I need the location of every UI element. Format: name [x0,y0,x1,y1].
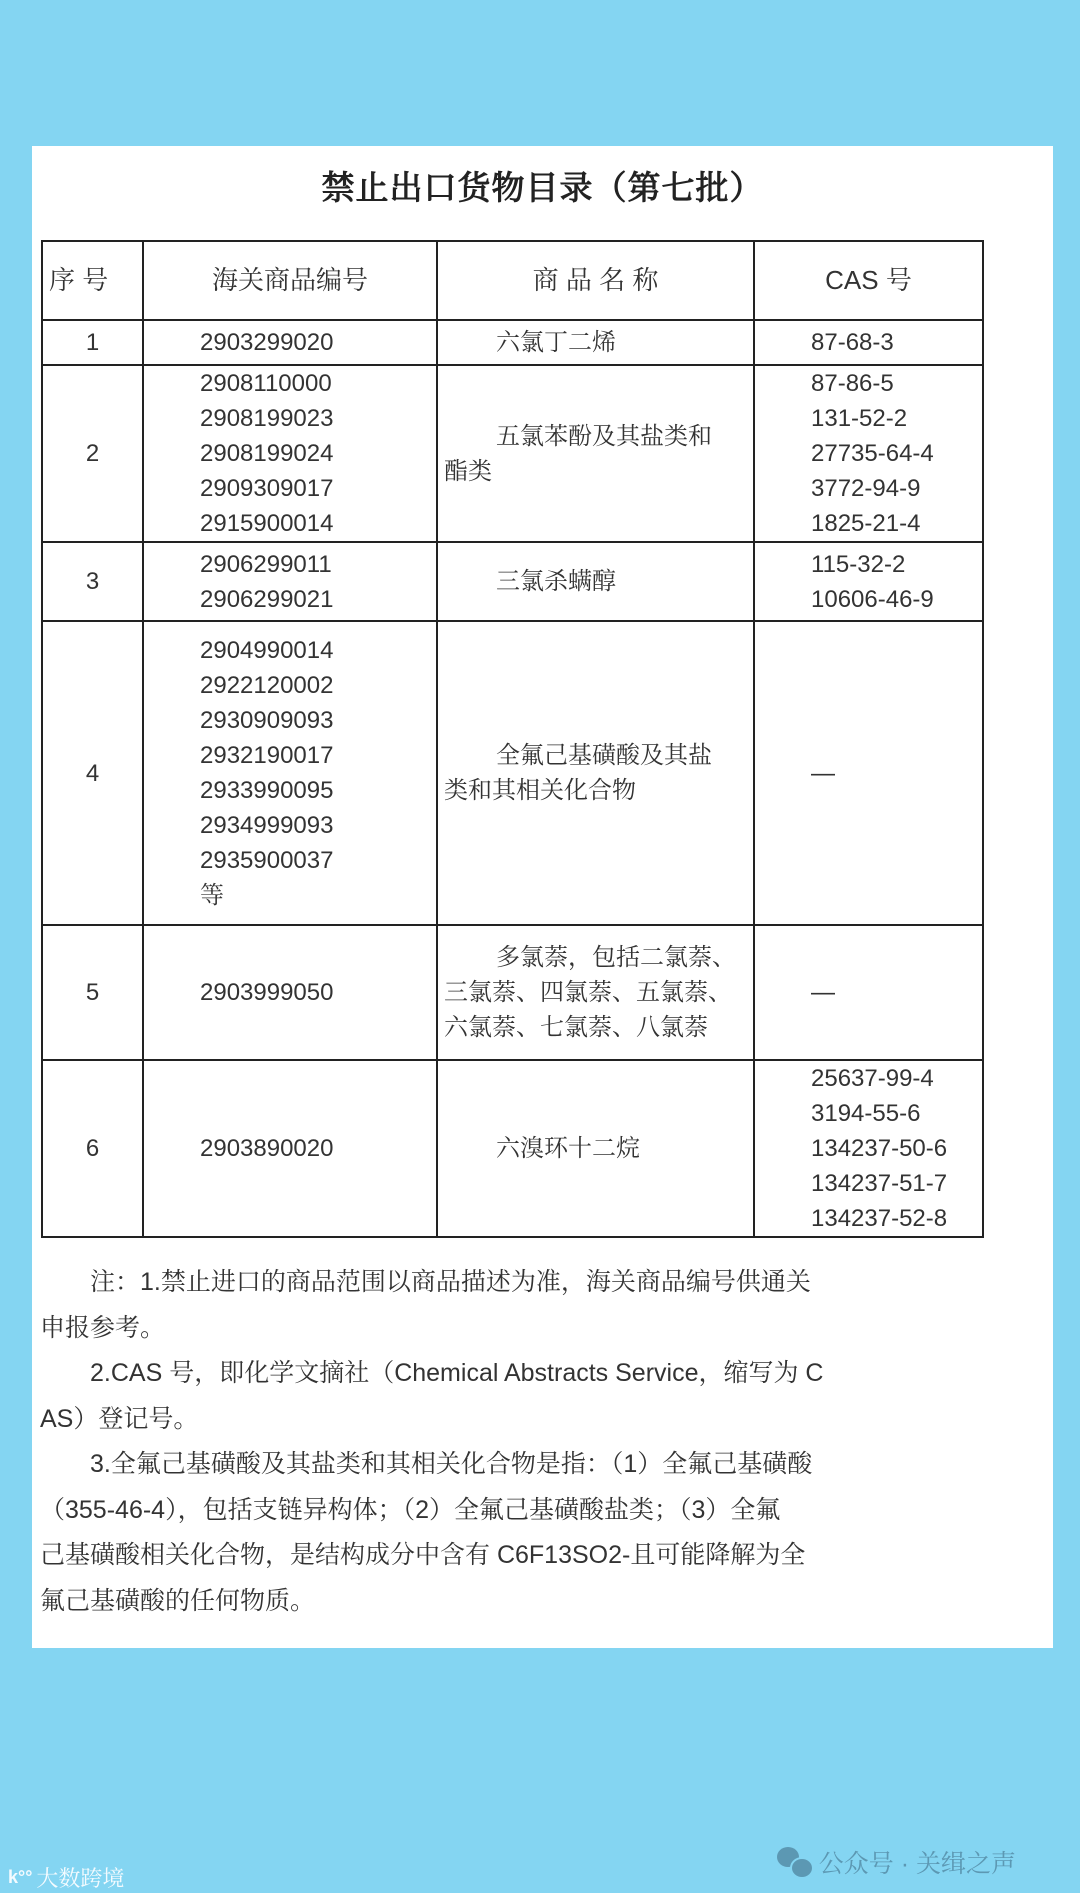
cas-line: 25637-99-4 [811,1065,934,1092]
row-number [42,542,143,621]
codes-line: 2903890020 [200,1135,334,1162]
document-panel [32,146,1053,1648]
codes-line: 2906299021 [200,585,334,613]
name-line: 三氯杀螨醇 [496,568,616,595]
codes-line: 2934999093 [200,812,334,839]
cas-line: 3194-55-6 [811,1100,921,1127]
row-number-text: 6 [85,1135,100,1162]
name-line: 六氯萘、七氯萘、八氯萘 [444,1014,708,1041]
table-row [42,542,983,621]
codes-line: 2933990095 [200,777,334,804]
cas-cell [754,1060,983,1237]
codes-line: 2906299011 [200,550,332,578]
account-watermark [777,1844,1016,1880]
codes-line: 2930909093 [200,707,334,734]
cas-line: — [811,979,835,1006]
codes-line: 2904990014 [200,637,334,664]
product-name-cell [437,621,754,925]
brand-watermark [8,1862,124,1893]
name-line: 三氯萘、四氯萘、五氯萘、 [444,979,732,1006]
row-number-text: 5 [85,979,100,1006]
cas-line: 1825-21-4 [811,510,921,537]
name-line: 六溴环十二烷 [496,1135,640,1162]
product-name-cell [437,365,754,542]
hs-code-cell [143,1060,437,1237]
codes-line: 2922120002 [200,672,334,699]
cas-cell [754,925,983,1060]
codes-line: 2908110000 [200,370,332,397]
codes-line: 2932190017 [200,742,334,769]
cas-cell [754,365,983,542]
cas-cell [754,542,983,621]
row-number-text: 2 [85,440,100,467]
note-line: 注：1.禁止进口的商品范围以商品描述为准，海关商品编号供通关 [90,1268,811,1296]
codes-line: 2903299020 [200,329,334,356]
cas-line: — [811,759,835,787]
cas-line: 87-68-3 [811,329,894,356]
row-number-text: 4 [85,759,100,787]
codes-line: 2915900014 [200,510,334,537]
hs-code-cell [143,320,437,365]
table-row [42,925,983,1060]
hs-code-cell [143,925,437,1060]
codes-line: 2909309017 [200,475,334,502]
name-line: 酯类 [444,457,492,485]
export-ban-table [41,240,984,1238]
header-code: 海关商品编号 [143,241,437,320]
row-number-text: 1 [85,329,100,356]
name-line: 全氟己基磺酸及其盐 [496,742,712,769]
name-line: 多氯萘，包括二氯萘、 [496,944,736,971]
product-name-cell [437,1060,754,1237]
cas-line: 115-32-2 [811,550,906,578]
cas-line: 134237-52-8 [811,1205,948,1232]
codes-line: 等 [200,882,224,909]
name-line: 五氯苯酚及其盐类和 [496,422,712,450]
cas-line: 134237-50-6 [811,1135,948,1162]
header-cas: CAS 号 [754,241,983,320]
codes-line: 2903999050 [200,979,334,1006]
table-header-row [42,241,983,320]
hs-code-cell [143,542,437,621]
header-name: 商 品 名 称 [437,241,754,320]
table-row [42,1060,983,1237]
note-line: （355-46-4），包括支链异构体；（2）全氟己基磺酸盐类；（3）全氟 [40,1495,781,1524]
codes-line: 2935900037 [200,847,334,874]
row-number [42,621,143,925]
brand-logo-icon: k°° [8,1867,33,1887]
row-number [42,320,143,365]
hs-code-cell [143,365,437,542]
cas-cell [754,320,983,365]
note-line: AS）登记号。 [40,1404,199,1433]
table-row [42,320,983,365]
name-line: 六氯丁二烯 [496,329,616,356]
codes-line: 2908199023 [200,405,334,432]
header-seq: 序 号 [42,241,143,320]
cas-line: 10606-46-9 [811,585,934,613]
account-name: 公众号 · 关缉之声 [818,1850,1016,1878]
product-name-cell [437,542,754,621]
note-line: 2.CAS 号，即化学文摘社（Chemical Abstracts Service，缩写为 C [90,1359,824,1387]
row-number [42,1060,143,1237]
cas-line: 134237-51-7 [811,1170,948,1197]
note-line: 己基磺酸相关化合物，是结构成分中含有 C6F13SO2-且可能降解为全 [40,1541,806,1569]
row-number-text: 3 [85,568,100,595]
cas-line: 87-86-5 [811,370,894,397]
row-number [42,365,143,542]
brand-name: 大数跨境 [36,1866,125,1891]
cas-line: 27735-64-4 [811,440,934,467]
cas-cell [754,621,983,925]
note-line: 氟己基磺酸的任何物质。 [40,1586,316,1615]
product-name-cell [437,925,754,1060]
table-row [42,365,983,542]
product-name-cell [437,320,754,365]
note-line: 申报参考。 [40,1313,166,1342]
codes-line: 2908199024 [200,440,334,467]
table-row [42,621,983,925]
page-title: 禁止出口货物目录（第七批） [321,169,764,206]
wechat-icon [777,1847,811,1877]
notes [40,1260,1040,1624]
hs-code-cell [143,621,437,925]
note-line: 3.全氟己基磺酸及其盐类和其相关化合物是指：（1）全氟己基磺酸 [90,1450,813,1478]
cas-line: 131-52-2 [811,405,908,432]
row-number [42,925,143,1060]
cas-line: 3772-94-9 [811,475,921,502]
name-line: 类和其相关化合物 [444,777,636,804]
